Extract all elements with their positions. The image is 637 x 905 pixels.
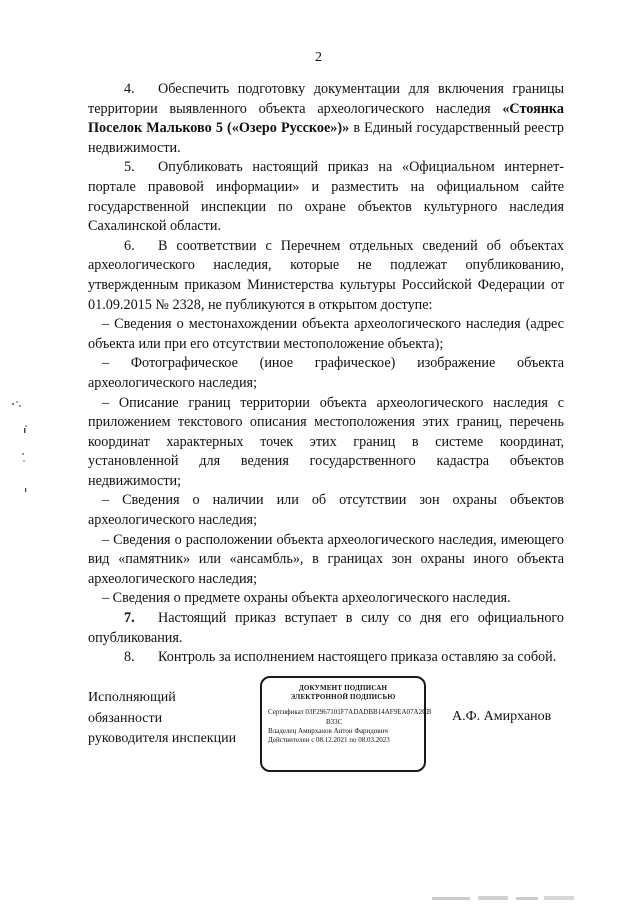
paragraph-text: В соответствии с Перечнем отдельных сведений об объектах археологического наследия, которые не подлежат опубликованию, утвержденным приказом Министерства культуры Российской Федерации от 01.09.2015 № 2328, не публикуются в открытом доступе: [88, 237, 564, 313]
paragraph-text: Настоящий приказ вступает в силу со дня его официального опубликования. [88, 610, 564, 646]
stamp-validity: Действителен с 08.12.2021 по 08.03.2023 [268, 736, 390, 745]
electronic-signature-stamp [260, 676, 432, 772]
stamp-title: ДОКУМЕНТ ПОДПИСАН [298, 684, 388, 692]
paragraph-8 [88, 648, 564, 668]
paragraph-text: Опубликовать настоящий приказ на «Официальном интернет-портале правовой информации» и разместить на официальном сайте государственной инспекции по охране объектов культурного наследия Сахалинской области. [88, 159, 564, 235]
position-line: обязанности [88, 710, 163, 726]
paragraph-number: 8. [124, 649, 135, 666]
paragraph-number: 7. [124, 610, 135, 627]
paragraph-7 [88, 609, 564, 648]
stamp-title: ЭЛЕКТРОННОЙ ПОДПИСЬЮ [290, 693, 396, 702]
paragraph-5 [88, 158, 564, 236]
paragraph-number: 4. [124, 81, 135, 97]
dash-item: – Фотографическое (иное графическое) изображение объекта археологического наследия; [88, 355, 564, 391]
page-number: 2 [315, 50, 322, 65]
paragraph-text: в Единый государственный реестр недвижимости. [88, 120, 564, 156]
object-name-bold: «Стоянка Поселок Мальково 5 («Озеро Русское»)» [88, 100, 564, 137]
position-line: Исполняющий [88, 690, 176, 705]
signatory-position [88, 688, 236, 750]
dash-item: – Сведения о расположении объекта археологического наследия, имеющего вид «памятник» или «ансамбль», в границах зон охраны иного объекта археологического наследия; [88, 531, 564, 587]
scan-margin-marks [8, 398, 38, 498]
signer-name: А.Ф. Амирханов [452, 709, 552, 724]
paragraph-6 [88, 237, 564, 315]
stamp-certificate-cont: B33C [326, 717, 343, 726]
stamp-certificate: Сертификат 03F2967101F7ADADBB14AF9EA07A2CB [268, 708, 432, 717]
paragraph-number: 5. [124, 159, 135, 176]
paragraph-text: Контроль за исполнением настоящего приказа оставляю за собой. [158, 649, 557, 666]
dash-item: – Описание границ территории объекта археологического наследия с приложением текстового описания местоположения этих границ, перечень координат характерных точек этих границ в системе координат, установленной для ведения государственного кадастра объектов недвижимости; [88, 394, 564, 489]
dash-item: – Сведения о наличии или об отсутствии зон охраны объектов археологического наследия; [88, 492, 564, 529]
dash-item: – Сведения о местонахождении объекта археологического наследия (адрес объекта или при его отсутствии местоположение объекта); [88, 316, 564, 352]
paragraph-text: Обеспечить подготовку документации для включения границы территории выявленного объекта археологического наследия [88, 81, 564, 117]
paragraph-number: 6. [124, 237, 135, 254]
dash-item: – Сведения о предмете охраны объекта археологического наследия. [102, 590, 511, 607]
document-body [88, 80, 564, 668]
scan-bottom-smudge [432, 893, 582, 903]
position-line: руководителя инспекции [88, 731, 237, 746]
stamp-owner: Владелец Амирханов Антон Фаридович [268, 726, 388, 735]
paragraph-4 [88, 80, 564, 158]
